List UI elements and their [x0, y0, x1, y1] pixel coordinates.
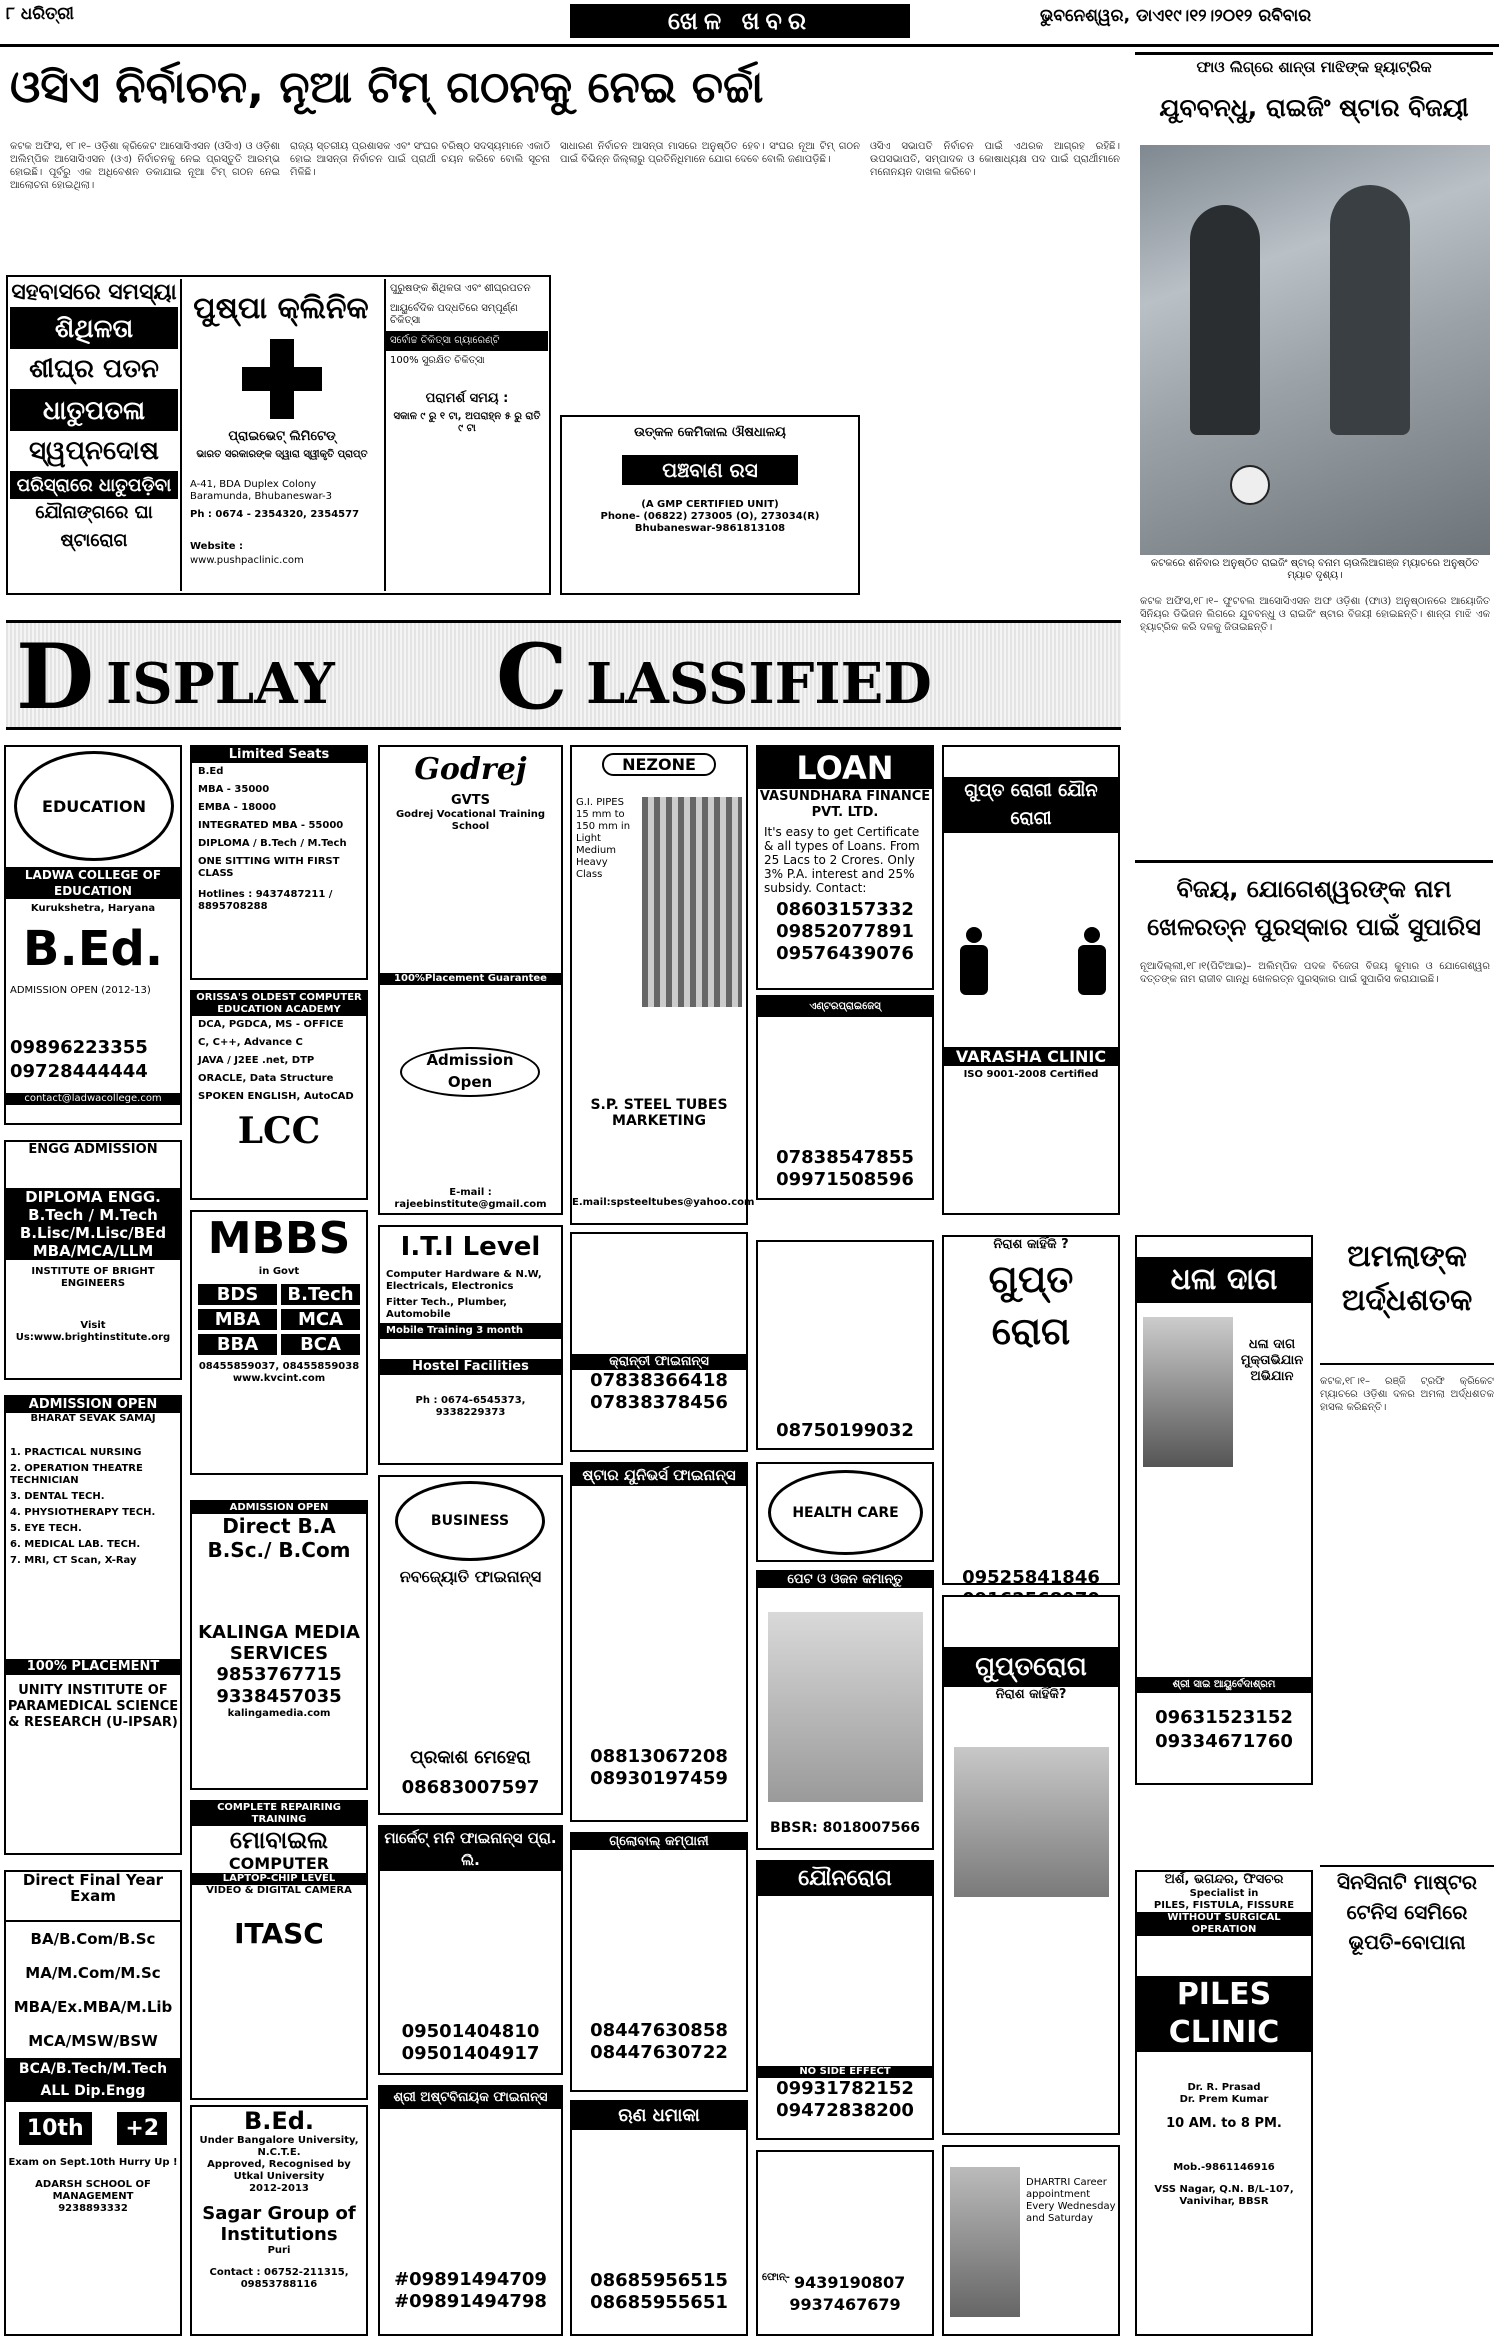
mbbs-course: MCA [281, 1309, 360, 1330]
ad-enterprise-finance [756, 995, 934, 1200]
kalinga-inst: KALINGA MEDIA SERVICES [198, 1622, 360, 1664]
yaun-phone[interactable]: 09931782152 [776, 2078, 914, 2099]
clinic-point: ସର୍ବୋଚ୍ଚ ଚିକିତ୍ସା ଗ୍ୟାରେଣ୍ଟି [386, 331, 548, 351]
college-place: Kurukshetra, Haryana [30, 903, 156, 914]
shaurya-phone[interactable]: 9937467679 [789, 2295, 901, 2314]
clinic-website[interactable]: www.pushpaclinic.com [190, 555, 304, 566]
kranti-phone[interactable]: 07838378456 [590, 1392, 728, 1413]
page-number: ୮ ଧରିତ୍ରୀ [6, 4, 74, 24]
nirasha-title: ଗୁପ୍ତ ରୋଗ [988, 1257, 1074, 1353]
tenth-badge: 10th [19, 2112, 92, 2145]
ad-varasha-clinic [942, 745, 1120, 1215]
ad-iti-level [378, 1225, 563, 1465]
ad-engg-admission [4, 1140, 182, 1380]
bed-line: 2012-2013 [249, 2183, 309, 2194]
gupta2-title: ଗୁପ୍ତରୋଗ [944, 1647, 1118, 1687]
weight-image [768, 1612, 923, 1802]
yaun-noside: NO SIDE EFFECT [758, 2066, 932, 2078]
marketing-phone[interactable]: 09501404810 [401, 2021, 540, 2042]
astavinayak-phone[interactable]: #09891494798 [394, 2291, 547, 2312]
mobile-line: LAPTOP-CHIP LEVEL [192, 1873, 366, 1885]
story-col-3: ସାଧାରଣ ନିର୍ବାଚନ ଆସନ୍ତା ମାସରେ ଅନୁଷ୍ଠିତ ହେବ। ସଂଘର ନୂଆ ଟିମ୍ ଗଠନ ପାଇଁ ବିଭିନ୍ନ ଜିଲ୍ଲାରୁ ପ୍ରତିନିଧିମାନେ ଯୋଗ ଦେବେ ବୋଲି ଜଣାପଡ଼ିଛି। [560, 141, 860, 165]
godrej-inst: GVTS [451, 793, 490, 808]
ad-nyasanal-finance [756, 1240, 934, 1450]
mbbs-course: BBA [198, 1334, 277, 1355]
trophy-body: ନୂଆଦିଲ୍ଲୀ,୧୮।୧(ପିଟିଆଇ)– ଅଲିମ୍ପିକ ପଦକ ବିଜେତା ବିଜୟ କୁମାର ଓ ଯୋଗେଶ୍ୱର ଦତ୍ତଙ୍କ ନାମ ରାଜୀବ ଗାନ୍ଧି ଖେଳରତ୍ନ ପୁରସ୍କାର ପାଇଁ ସୁପାରିସ କରାଯାଇଛି। [1140, 961, 1490, 985]
right-story-body: କଟକ ଅଫିସ,୧୮।୧– ଫୁଟବଲ ଆସୋସିଏସନ ଅଫ ଓଡ଼ିଶା (ଫାଓ) ଅନୁଷ୍ଠାନରେ ଆୟୋଜିତ ସିନିୟର ଡିଭିଜନ ଲିଗରେ ଯୁବବନ୍ଧୁ ଓ ରାଇଜିଂ ଷ୍ଟାର ବିଜୟୀ ହୋଇଛନ୍ତି। ଶାନ୍ତା ମାଝି ଏକ ହ୍ୟାଟ୍ରିକ କରି ଦଳକୁ ଜିତାଇଛନ୍ତି। [1140, 596, 1490, 633]
loan-title: LOAN [758, 747, 932, 789]
lcc-line: SPOKEN ENGLISH, AutoCAD [198, 1091, 354, 1102]
star-phone[interactable]: 08813067208 [590, 1746, 728, 1767]
rin-phone[interactable]: 08685955651 [590, 2292, 728, 2313]
direct-line: MA/M.Com/M.Sc [25, 1964, 161, 1982]
ad-astavinayak [378, 2085, 563, 2336]
limited-line: EMBA - 18000 [198, 802, 277, 813]
kalinga-phone[interactable]: 9338457035 [216, 1686, 342, 1707]
nezone-dealer: S.P. STEEL TUBES MARKETING [590, 1097, 728, 1129]
tennis-headline-block [1320, 1865, 1494, 1975]
clinic-point: ଆୟୁର୍ବେଦିକ ପଦ୍ଧତିରେ ସମ୍ପୂର୍ଣ୍ଣ ଚିକିତ୍ସା [390, 303, 518, 326]
mobile-line: VIDEO & DIGITAL CAMERA [206, 1885, 352, 1896]
pipes-image [642, 797, 742, 1007]
bed-line: Under Bangalore University, N.C.T.E. [199, 2135, 359, 2158]
kalinga-line: B.Sc./ B.Com [207, 1538, 351, 1562]
mobile-line: COMPUTER [228, 1854, 330, 1873]
ras-unit: (A GMP CERTIFIED UNIT) [641, 499, 779, 510]
date-line: ଭୁବନେଶ୍ୱର, ଡାଏ୧୯।୧୨।୨୦୧୨ ରବିବାର [1040, 6, 1312, 26]
banner-word1: ISPLAY [106, 651, 335, 717]
trophy-headline: ବିଜୟ, ଯୋଗେଶ୍ୱରଙ୍କ ନାମ ଖେଳରତ୍ନ ପୁରସ୍କାର ପାଇଁ ସୁପାରିସ [1147, 875, 1481, 941]
dhala-phone[interactable]: 09631523152 [1155, 1707, 1293, 1728]
lcc-brand: LCC [237, 1110, 321, 1152]
health-line: ଶୀଘ୍ର ପତନ [10, 349, 178, 391]
yaun-title: ଯୌନରୋଗ [758, 1862, 932, 1896]
amla-body: କଟକ,୧୮।୧– ରଞ୍ଜି ଟ୍ରଫି କ୍ରିକେଟ ମ୍ୟାଚରେ ଓଡ଼ିଶା ଦଳର ଅମଲା ଅର୍ଦ୍ଧଶତକ ହାସଲ କରିଛନ୍ତି। [1320, 1376, 1494, 1413]
tennis-title: ସିନସିନାଟି ମାଷ୍ଟର ଟେନିସ ସେମିରେ ଭୂପତି-ବୋପାନା [1336, 1870, 1478, 1954]
college-phone[interactable]: 09728444444 [10, 1061, 148, 1082]
shaurya-prefix: ଫୋନ୍- [762, 2272, 790, 2283]
timing-value: ସକାଳ ୯ ରୁ ୧ ଟା, ଅପରାହ୍ନ ୫ ରୁ ରାତି ୯ ଟା [393, 411, 541, 434]
gupta2-image [954, 1747, 1109, 1897]
lcc-line: JAVA / J2EE .net, DTP [198, 1055, 315, 1066]
ad-health-list [10, 279, 178, 591]
mbbs-web[interactable]: www.kvcint.com [232, 1373, 326, 1384]
iti-line: Computer Hardware & N.W, Electricals, Electronics [386, 1269, 542, 1292]
univ-name: UNITY INSTITUTE OF PARAMEDICAL SCIENCE & RESEARCH (U-IPSAR) [7, 1683, 179, 1730]
limited-line: B.Ed [198, 766, 224, 777]
dhala-clinic: ଶ୍ରୀ ସାଇ ଆୟୁର୍ବେଦାଶ୍ରମ [1137, 1677, 1311, 1693]
player-figure [1190, 205, 1260, 435]
dhartri-image [950, 2167, 1020, 2317]
person-icon [1072, 927, 1112, 1027]
ad-kalinga-media [190, 1500, 368, 1790]
piles-phone[interactable]: Mob.-9861146916 [1173, 2162, 1275, 2173]
direct-exam: Exam on Sept.10th Hurry Up ! [8, 2157, 178, 2168]
weight-phone[interactable]: BBSR: 8018007566 [769, 1820, 921, 1836]
ad-dhartri-career [942, 2145, 1120, 2336]
star-phone[interactable]: 08930197459 [590, 1768, 728, 1789]
college-name: LADWA COLLEGE OF EDUCATION [6, 867, 180, 899]
mobile-sub: ମୋବାଇଲ [229, 1826, 329, 1854]
college-phone[interactable]: 09896223355 [10, 1037, 148, 1058]
college-admission: ADMISSION OPEN (2012-13) [10, 985, 151, 996]
limited-line: ONE SITTING WITH FIRST CLASS [198, 856, 340, 879]
gupta1-title: ଗୁପ୍ତ ରୋଗୀ ଯୌନ ରୋଗୀ [944, 777, 1118, 833]
iti-title: I.T.I Level [400, 1232, 541, 1262]
ad-shaurya [756, 2150, 934, 2336]
ad-gupta-roga-2 [942, 1595, 1120, 2135]
fin1-title: ଏଣ୍ଟରପ୍ରାଇଜେସ୍ [758, 997, 932, 1017]
nezone-pipes: G.I. PIPES 15 mm to 150 mm in Light Medium Heavy Class [576, 797, 631, 880]
piles-clinic-name: PILES CLINIC [1137, 1976, 1311, 2052]
limited-title: Limited Seats [192, 747, 366, 763]
lcc-line: C, C++, Advance C [198, 1037, 303, 1048]
yaun-phone[interactable]: 09472838200 [776, 2100, 914, 2121]
dhartri-title: DHARTRI Career appointment Every Wednesday and Saturday [1026, 2177, 1116, 2224]
mbbs-title: MBBS [207, 1213, 351, 1264]
piles-address: VSS Nagar, Q.N. B/L-107, Vanivihar, BBSR [1154, 2184, 1294, 2207]
limited-hotline[interactable]: Hotlines : 9437487211 / 8895708288 [198, 889, 333, 912]
ras-product: ପଞ୍ଚବାଣ ରସ [622, 455, 798, 485]
kalinga-title: ADMISSION OPEN [192, 1502, 366, 1514]
banner-d: D [16, 624, 95, 730]
ad-weight-loss [756, 1570, 934, 1850]
iti-line: Fitter Tech., Plumber, Automobile [386, 1297, 507, 1320]
mbbs-course: B.Tech [281, 1284, 360, 1305]
ad-paramedical [4, 1395, 182, 1855]
iti-phone[interactable]: Ph : 0674-6545373, 9338229373 [415, 1395, 526, 1418]
ad-piles-clinic [1135, 1870, 1313, 2336]
clinic-sub: ପ୍ରାଇଭେଟ୍ ଲିମିଟେଡ୍ [228, 429, 336, 444]
ad-rin-dhamaka [570, 2100, 748, 2336]
global-phone[interactable]: 08447630722 [590, 2042, 728, 2063]
engg-title: ENGG ADMISSION [28, 1142, 158, 1157]
astavinayak-title: ଶ୍ରୀ ଅଷ୍ଟବିନାୟକ ଫାଇନାନ୍ସ [380, 2087, 561, 2109]
godrej-brand: Godrej [414, 752, 527, 787]
rin-title: ଋଣ ଧମାକା [572, 2102, 746, 2130]
ad-nirasha-gupta [942, 1235, 1120, 1588]
iti-line: Mobile Training 3 month [380, 1323, 561, 1339]
clinic-name: ପୁଷ୍ପା କ୍ଲିନିକ [193, 291, 369, 326]
health-line: ଯୌନାଙ୍ଗରେ ଘା ଷ୍ଟାରୋଗ [35, 502, 153, 551]
course-item: 4. PHYSIOTHERAPY TECH. [10, 1507, 156, 1518]
lcc-line: ORACLE, Data Structure [198, 1073, 334, 1084]
loan-phone[interactable]: 09576439076 [776, 943, 914, 964]
header-rule [0, 44, 1499, 47]
person-icon [954, 927, 994, 1027]
piles-line: Specialist in [1189, 1888, 1259, 1899]
direct-school: ADARSH SCHOOL OF MANAGEMENT [35, 2179, 151, 2202]
clinic-phone: Ph : 0674 - 2354320, 2354577 [190, 509, 360, 520]
main-headline: ଓସିଏ ନିର୍ବାଚନ, ନୂଆ ଟିମ୍ ଗଠନକୁ ନେଇ ଚର୍ଚ୍ଚା [10, 62, 764, 113]
engg-inst: INSTITUTE OF BRIGHT ENGINEERS [31, 1266, 155, 1289]
story-col-4: ଓସିଏ ସଭାପତି ନିର୍ବାଚନ ପାଇଁ ଏଥରକ ଆଗ୍ରହ ରହିଛି। ଉପସଭାପତି, ସମ୍ପାଦକ ଓ କୋଷାଧ୍ୟକ୍ଷ ପଦ ପାଇଁ ପ୍ରାର୍ଥୀମାନେ ମନୋନୟନ ଦାଖଲ କରିବେ। [870, 141, 1120, 178]
health-line: ସ୍ୱପ୍ନଦୋଷ [10, 431, 178, 473]
college-course: B.Ed. [22, 921, 164, 977]
ad-ladwa-college [4, 745, 182, 1125]
global-phone[interactable]: 08447630858 [590, 2020, 728, 2041]
ad-business [378, 1475, 563, 1815]
mbbs-phone[interactable]: 08455859037, 08455859038 [198, 1361, 360, 1372]
bed-title: B.Ed. [243, 2107, 315, 2135]
bed-city: Puri [267, 2245, 291, 2256]
ras-city: Bhubaneswar-9861813108 [634, 523, 786, 534]
admission-inst: BHARAT SEVAK SAMAJ [30, 1413, 156, 1424]
godrej-admission: Admission Open [400, 1047, 540, 1097]
nezone-email[interactable]: E.mail:spsteeltubes@yahoo.com [572, 1197, 755, 1208]
shaurya-phone[interactable]: 9439190807 [793, 2273, 906, 2292]
fin1-phone[interactable]: 07838547855 [776, 1147, 914, 1168]
health-line: ଧାତୁପତଳା [10, 391, 178, 431]
ad-yaun-roga [756, 1860, 934, 2140]
placement-badge: 100% PLACEMENT [6, 1659, 180, 1675]
varasha-clinic-name: VARASHA CLINIC [944, 1047, 1118, 1066]
ad-mobile-repair [190, 1800, 368, 2100]
amla-headline-block [1320, 1235, 1494, 1365]
star-title: ଷ୍ଟାର ଯୁନିଭର୍ସ ଫାଇନାନ୍ସ [572, 1464, 746, 1486]
clinic-points [384, 279, 548, 591]
iti-hostel: Hostel Facilities [380, 1359, 561, 1375]
kalinga-phone[interactable]: 9853767715 [216, 1664, 342, 1685]
global-title: ଗ୍ଲୋବାଲ୍ କମ୍ପାନୀ [572, 1834, 746, 1850]
engg-line: B.Tech / M.Tech [6, 1206, 180, 1224]
business-title: ନବଜ୍ୟୋତି ଫାଇନାନ୍ସ [399, 1567, 542, 1586]
nirasha-phone[interactable]: 09525841846 [962, 1567, 1100, 1588]
marketing-phone[interactable]: 09501404917 [401, 2043, 540, 2064]
amla-title: ଅମଲାଙ୍କ ଅର୍ଦ୍ଧଶତକ [1341, 1239, 1473, 1318]
piles-title: ଅର୍ଶ, ଭଗନ୍ଦର, ଫିସଚର [1164, 1872, 1284, 1887]
loan-company: VASUNDHARA FINANCE PVT. LTD. [759, 789, 931, 820]
player-figure [1330, 185, 1410, 435]
mobile-brand: ITASC [234, 1917, 324, 1950]
engg-web[interactable]: Visit Us:www.brightinstitute.org [15, 1320, 171, 1343]
godrej-sub: Godrej Vocational Training School [395, 809, 546, 832]
marketing-title: ମାର୍କେଟ୍ ମନି ଫାଇନାନ୍ସ ପ୍ରା. ଲି. [380, 1827, 561, 1871]
loan-phone[interactable]: 08603157332 [776, 899, 914, 920]
nezone-brand: NEZONE [602, 753, 716, 776]
ad-direct-final-year [4, 1870, 182, 2336]
mbbs-course: MBA [198, 1309, 277, 1330]
section-title: ଖେଳ ଖବର [570, 4, 910, 38]
ad-health-care [756, 1462, 934, 1562]
ad-pushpa-clinic [6, 275, 551, 595]
ad-lcc [190, 990, 368, 1200]
direct-phone[interactable]: 9238893332 [58, 2203, 128, 2214]
dhala-image [1143, 1317, 1233, 1467]
piles-doctor: Dr. R. Prasad [1187, 2082, 1261, 2093]
ad-panchabana-ras [560, 415, 860, 595]
piles-doctor: Dr. Prem Kumar [1179, 2094, 1269, 2105]
gupta2-sub: ନିରାଶ କାହିଁକି? [995, 1687, 1067, 1702]
kranti-title: କ୍ରାନ୍ତୀ ଫାଇନାନ୍ସ [572, 1354, 746, 1370]
right-kicker: ଫାଓ ଲିଗ୍‌ରେ ଶାନ୍ତା ମାଝିଙ୍କ ହ୍ୟାଟ୍ରିକ [1196, 58, 1432, 76]
health-line: ଶିଥିଳତା [10, 309, 178, 349]
direct-line: ALL Dip.Engg [6, 2080, 180, 2102]
ad-limited-seats [190, 745, 368, 980]
direct-line: BCA/B.Tech/M.Tech [6, 2058, 180, 2080]
ras-phone: Phone- (06822) 273005 (O), 273034(R) [600, 511, 820, 522]
weight-title: ପେଟ ଓ ଓଜନ କମାନ୍ତୁ [758, 1572, 932, 1588]
limited-line: MBA - 35000 [198, 784, 270, 795]
limited-line: DIPLOMA / B.Tech / M.Tech [198, 838, 347, 849]
mbbs-sub: in Govt [258, 1266, 300, 1277]
right-headline: ଯୁବବନ୍ଧୁ, ରାଇଜିଂ ଷ୍ଟାର ବିଜୟୀ [1159, 93, 1469, 122]
dhala-title: ଧଳା ଦାଗ [1137, 1257, 1311, 1303]
mbbs-course: BDS [198, 1284, 277, 1305]
fin1-phone[interactable]: 09971508596 [776, 1169, 914, 1190]
health-line: ସହବାସରେ ସମସ୍ୟା [10, 279, 178, 309]
godrej-placement: 100%Placement Guarantee [380, 973, 561, 985]
course-item: 5. EYE TECH. [10, 1523, 82, 1534]
ad-godrej [378, 745, 563, 1215]
loan-text: It's easy to get Certificate & all types of Loans. From 25 Lacs to 2 Crores. Only 3% P.A. interest and 25% subsidy. Contact: [764, 825, 920, 895]
nirasha-question: ନିରାଶ କାହିଁକି ? [993, 1237, 1069, 1252]
football-photo [1140, 145, 1490, 555]
direct-line: BA/B.Com/B.Sc [6, 1920, 180, 1956]
limited-line: INTEGRATED MBA - 55000 [198, 820, 344, 831]
ad-dhala-daga [1135, 1235, 1313, 1785]
plus2-badge: +2 [117, 2112, 167, 2145]
ad-mbbs [190, 1210, 368, 1475]
football-icon [1230, 465, 1270, 505]
direct-line: MCA/MSW/BSW [28, 2032, 158, 2050]
direct-title: Direct Final Year Exam [22, 1871, 164, 1905]
clinic-website-label: Website : [190, 541, 244, 552]
bed-contact[interactable]: Contact : 06752-211315, 09853788116 [209, 2267, 349, 2290]
kalinga-web[interactable]: kalingamedia.com [227, 1708, 331, 1719]
kranti-phone[interactable]: 07838366418 [590, 1370, 728, 1391]
mobile-title: COMPLETE REPAIRING TRAINING [192, 1802, 366, 1826]
course-item: 3. DENTAL TECH. [10, 1491, 105, 1502]
bed-inst: Sagar Group of Institutions [202, 2203, 356, 2245]
story-col-2: ରାଜ୍ୟ ସ୍ତରୀୟ ପ୍ରଶାସକ ଏବଂ ସଂଘର ବରିଷ୍ଠ ସଦସ୍ୟମାନେ ଏକାଠି ହୋଇ ଆସନ୍ତା ନିର୍ବାଚନ ପାଇଁ ପ୍ରାର୍ଥୀ ଚୟନ କରିବେ ବୋଲି ସୂଚନା ମିଳିଛି। [290, 141, 550, 178]
lcc-line: DCA, PGDCA, MS - OFFICE [198, 1019, 344, 1030]
dhala-sub: ଧଳା ଦାଗ ମୁକ୍ତାଭିଯାନ ଅଭିଯାନ [1240, 1337, 1304, 1384]
banner-word2: LASSIFIED [586, 651, 932, 717]
loan-phone[interactable]: 09852077891 [776, 921, 914, 942]
healthcare-logo: HEALTH CARE [768, 1470, 923, 1555]
business-phone[interactable]: 08683007597 [401, 1777, 540, 1798]
piles-line: WITHOUT SURGICAL OPERATION [1137, 1912, 1311, 1936]
ad-nezone-pipes [570, 745, 755, 1225]
business-contact: ପ୍ରକାଶ ମେହେରା [410, 1747, 531, 1768]
college-email[interactable]: contact@ladwacollege.com [6, 1093, 180, 1105]
clinic-certified: ଭାରତ ସରକାରଙ୍କ ଦ୍ୱାରା ସ୍ୱୀକୃତି ପ୍ରାପ୍ତ [196, 449, 368, 460]
ad-global-company [570, 1832, 748, 2092]
admission-title: ADMISSION OPEN [6, 1397, 180, 1413]
story-col-1: କଟକ ଅଫିସ, ୧୮।୧– ଓଡ଼ିଶା କ୍ରିକେଟ ଆସୋସିଏସନ (ଓସିଏ) ଓ ଓଡ଼ିଶା ଅଲିମ୍ପିକ ଆସୋସିଏସନ (ଓଏ) ନିର୍ବାଚନକୁ ନେଇ ପ୍ରସ୍ତୁତି ଆରମ୍ଭ ହୋଇଛି। ପୂର୍ବରୁ ଏକ ଅଧିବେଶନ ଡକାଯାଇ ନୂଆ ଟିମ୍ ଗଠନ ନେଇ ଆଲୋଚନା ହୋଇଥିଲା। [10, 141, 280, 191]
engg-line: DIPLOMA ENGG. [6, 1188, 180, 1206]
dhala-phone[interactable]: 09334671760 [1155, 1731, 1293, 1752]
lcc-title: ORISSA'S OLDEST COMPUTER EDUCATION ACADEMY [192, 992, 366, 1016]
banner-c: C [496, 624, 568, 730]
business-logo: BUSINESS [395, 1481, 545, 1561]
rin-phone[interactable]: 08685956515 [590, 2270, 728, 2291]
ad-loan-vasundhara [756, 745, 934, 990]
direct-line: MBA/Ex.MBA/M.Lib [13, 1998, 173, 2016]
astavinayak-phone[interactable]: #09891494709 [394, 2269, 547, 2290]
bed-line: Approved, Recognised by Utkal University [207, 2159, 351, 2182]
ad-bed-sagar [190, 2105, 368, 2336]
ad-kranti-finance [570, 1232, 748, 1452]
clinic-address: A-41, BDA Duplex Colony Baramunda, Bhubaneswar-3 [190, 479, 332, 502]
health-line: ପରିସ୍ରାରେ ଧାତୁପଡ଼ିବା [10, 473, 178, 499]
ras-title: ଉତ୍କଳ କେମିକାଲ ଔଷଧାଳୟ [634, 425, 786, 440]
photo-caption: କଟକରେ ଶନିବାର ଅନୁଷ୍ଠିତ ରାଇଜିଂ ଷ୍ଟାର୍ ବନାମ ଚାଉଲିଆଗଞ୍ଜ ମ୍ୟାଚରେ ଅନୁଷ୍ଠିତ ମ୍ୟାଚ ଦୃଶ୍ୟ। [1150, 558, 1480, 581]
mbbs-course: BCA [281, 1334, 360, 1355]
course-item: 2. OPERATION THEATRE TECHNICIAN [10, 1463, 143, 1486]
display-classified-banner [6, 620, 1121, 730]
course-item: 7. MRI, CT Scan, X-Ray [10, 1555, 137, 1566]
piles-line: PILES, FISTULA, FISSURE [1153, 1900, 1295, 1911]
course-item: 6. MEDICAL LAB. TECH. [10, 1539, 141, 1550]
education-logo: EDUCATION [14, 751, 174, 861]
varasha-iso: ISO 9001-2008 Certified [963, 1069, 1099, 1080]
ad-star-universe [570, 1462, 748, 1822]
nyasanal-phone[interactable]: 08750199032 [776, 1420, 914, 1441]
piles-time: 10 AM. to 8 PM. [1166, 2116, 1282, 2131]
clinic-point: ପୁରୁଷଙ୍କ ଶିଥିଳତା ଏବଂ ଶୀଘ୍ରପତନ [390, 283, 531, 294]
course-item: 1. PRACTICAL NURSING [10, 1447, 142, 1458]
kalinga-line: Direct B.A [222, 1514, 336, 1538]
timing-title: ପରାମର୍ଶ ସମୟ : [425, 391, 509, 406]
medical-cross-icon [242, 339, 322, 419]
clinic-point: 100% ସୁରକ୍ଷିତ ଚିକିତ୍ସା [390, 355, 485, 366]
godrej-email[interactable]: E-mail : rajeebinstitute@gmail.com [394, 1187, 547, 1210]
ad-market-money [378, 1825, 563, 2075]
engg-line: B.Lisc/M.Lisc/BEd [6, 1224, 180, 1242]
clinic-logo-block [180, 279, 380, 591]
engg-line: MBA/MCA/LLM [6, 1242, 180, 1260]
